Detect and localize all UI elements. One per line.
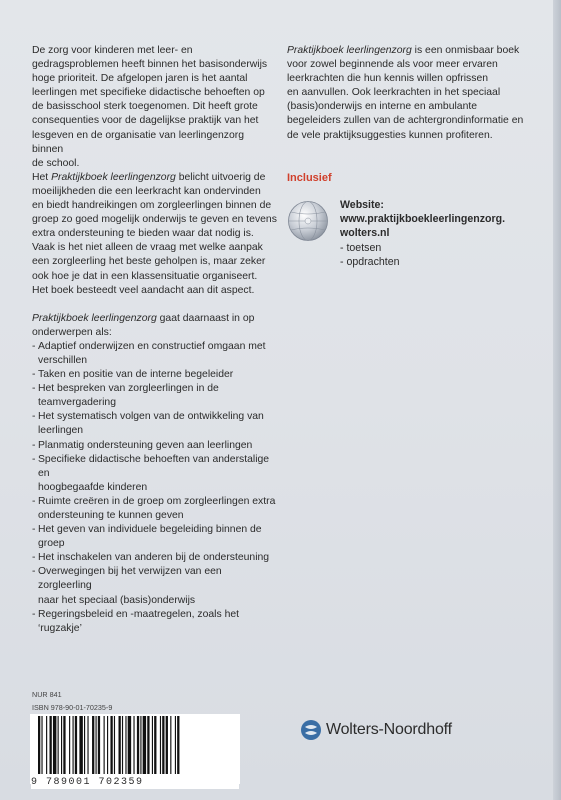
list-item: - Overwegingen bij het verwijzen van een zorgleerling naar het speciaal (basis)onderwijs <box>32 565 278 607</box>
list-item: - Ruimte creëren in de groep om zorgleerlingen extra ondersteuning te kunnen geven <box>32 495 278 523</box>
topics-list <box>32 340 278 636</box>
list-item: - Het bespreken van zorgleerlingen in de teamvergadering <box>32 382 278 410</box>
topics-intro: Praktijkboek leerlingenzorg gaat daarnaast in op onderwerpen als: <box>32 312 255 338</box>
list-item: - Planmatig ondersteuning geven aan leerlingen <box>32 439 278 453</box>
left-column <box>32 44 278 636</box>
nur-code: NUR 841 <box>32 690 62 699</box>
list-item: - Adaptief onderwijzen en constructief omgaan met verschillen <box>32 340 278 368</box>
included-item-toetsen: - toetsen <box>340 241 382 254</box>
barcode-bars <box>30 714 240 776</box>
list-item: - Het systematisch volgen van de ontwikkeling van leerlingen <box>32 410 278 438</box>
publisher-logo-icon <box>300 719 322 741</box>
list-item: - Regeringsbeleid en -maatregelen, zoals het ‘rugzakje’ <box>32 608 278 636</box>
book-title-italic: Praktijkboek leerlingenzorg <box>32 312 157 324</box>
audience-paragraph: Praktijkboek leerlingenzorg is een onmisbaar boek voor zowel beginnende als voor meer ervaren leerkrachten die hun kennis willen opfrissen en aanvullen. Ook leerkrachten in het speciaal (basis)onderwijs en interne en ambulante begeleiders zullen van de achtergrondinformatie en de vele praktijksuggesties kunnen profiteren. <box>287 45 524 141</box>
description-paragraph: Het Praktijkboek leerlingenzorg belicht uitvoerig de moeilijkheden die een leerkracht kan ondervinden en biedt handreikingen om zorgleerlingen binnen de groep zo goed mogelijk onderwijs te geven en tevens extra ondersteuning te bieden waar dat nodig is. Vaak is het niet alleen de vraag met welke aanpak een zorgleerling het beste geholpen is, maar zeker ook hoe je dat in een klassensituatie organiseert. Het boek besteedt veel aandacht aan dit aspect. <box>32 171 277 296</box>
list-item: - Taken en positie van de interne begeleider <box>32 368 278 382</box>
list-item: - Specifieke didactische behoeften van anderstalige en hoogbegaafde kinderen <box>32 453 278 495</box>
barcode-digits: 9 789001 702359 <box>31 777 239 789</box>
website-label: Website: <box>340 199 384 211</box>
website-block <box>340 198 540 269</box>
publisher-name: Wolters-Noordhoff <box>326 721 452 738</box>
right-column <box>287 44 537 143</box>
inclusief-heading: Inclusief <box>287 172 332 184</box>
included-item-opdrachten: - opdrachten <box>340 255 400 268</box>
list-item: - Het inschakelen van anderen bij de ondersteuning <box>32 551 278 565</box>
book-title-italic: Praktijkboek leerlingenzorg <box>51 171 176 183</box>
list-item: - Het geven van individuele begeleiding binnen de groep <box>32 523 278 551</box>
book-title-italic: Praktijkboek leerlingenzorg <box>287 45 412 56</box>
intro-paragraph: De zorg voor kinderen met leer- en gedragsproblemen heeft binnen het basisonderwijs hoge prioriteit. De afgelopen jaren is het aantal leerlingen met specifieke didactische behoeften op de basisschool sterk toegenomen. Dit heeft grote consequenties voor de dagelijkse praktijk van het lesgeven en de organisatie van leerlingenzorg binnen de school. <box>32 45 268 169</box>
publisher-logo <box>300 715 452 745</box>
isbn: ISBN 978-90-01-70235-9 <box>32 703 113 712</box>
cover-edge <box>553 0 561 800</box>
barcode <box>30 714 240 784</box>
website-url[interactable]: www.praktijkboekleerlingenzorg. wolters.nl <box>340 213 506 240</box>
globe-icon <box>287 200 329 242</box>
